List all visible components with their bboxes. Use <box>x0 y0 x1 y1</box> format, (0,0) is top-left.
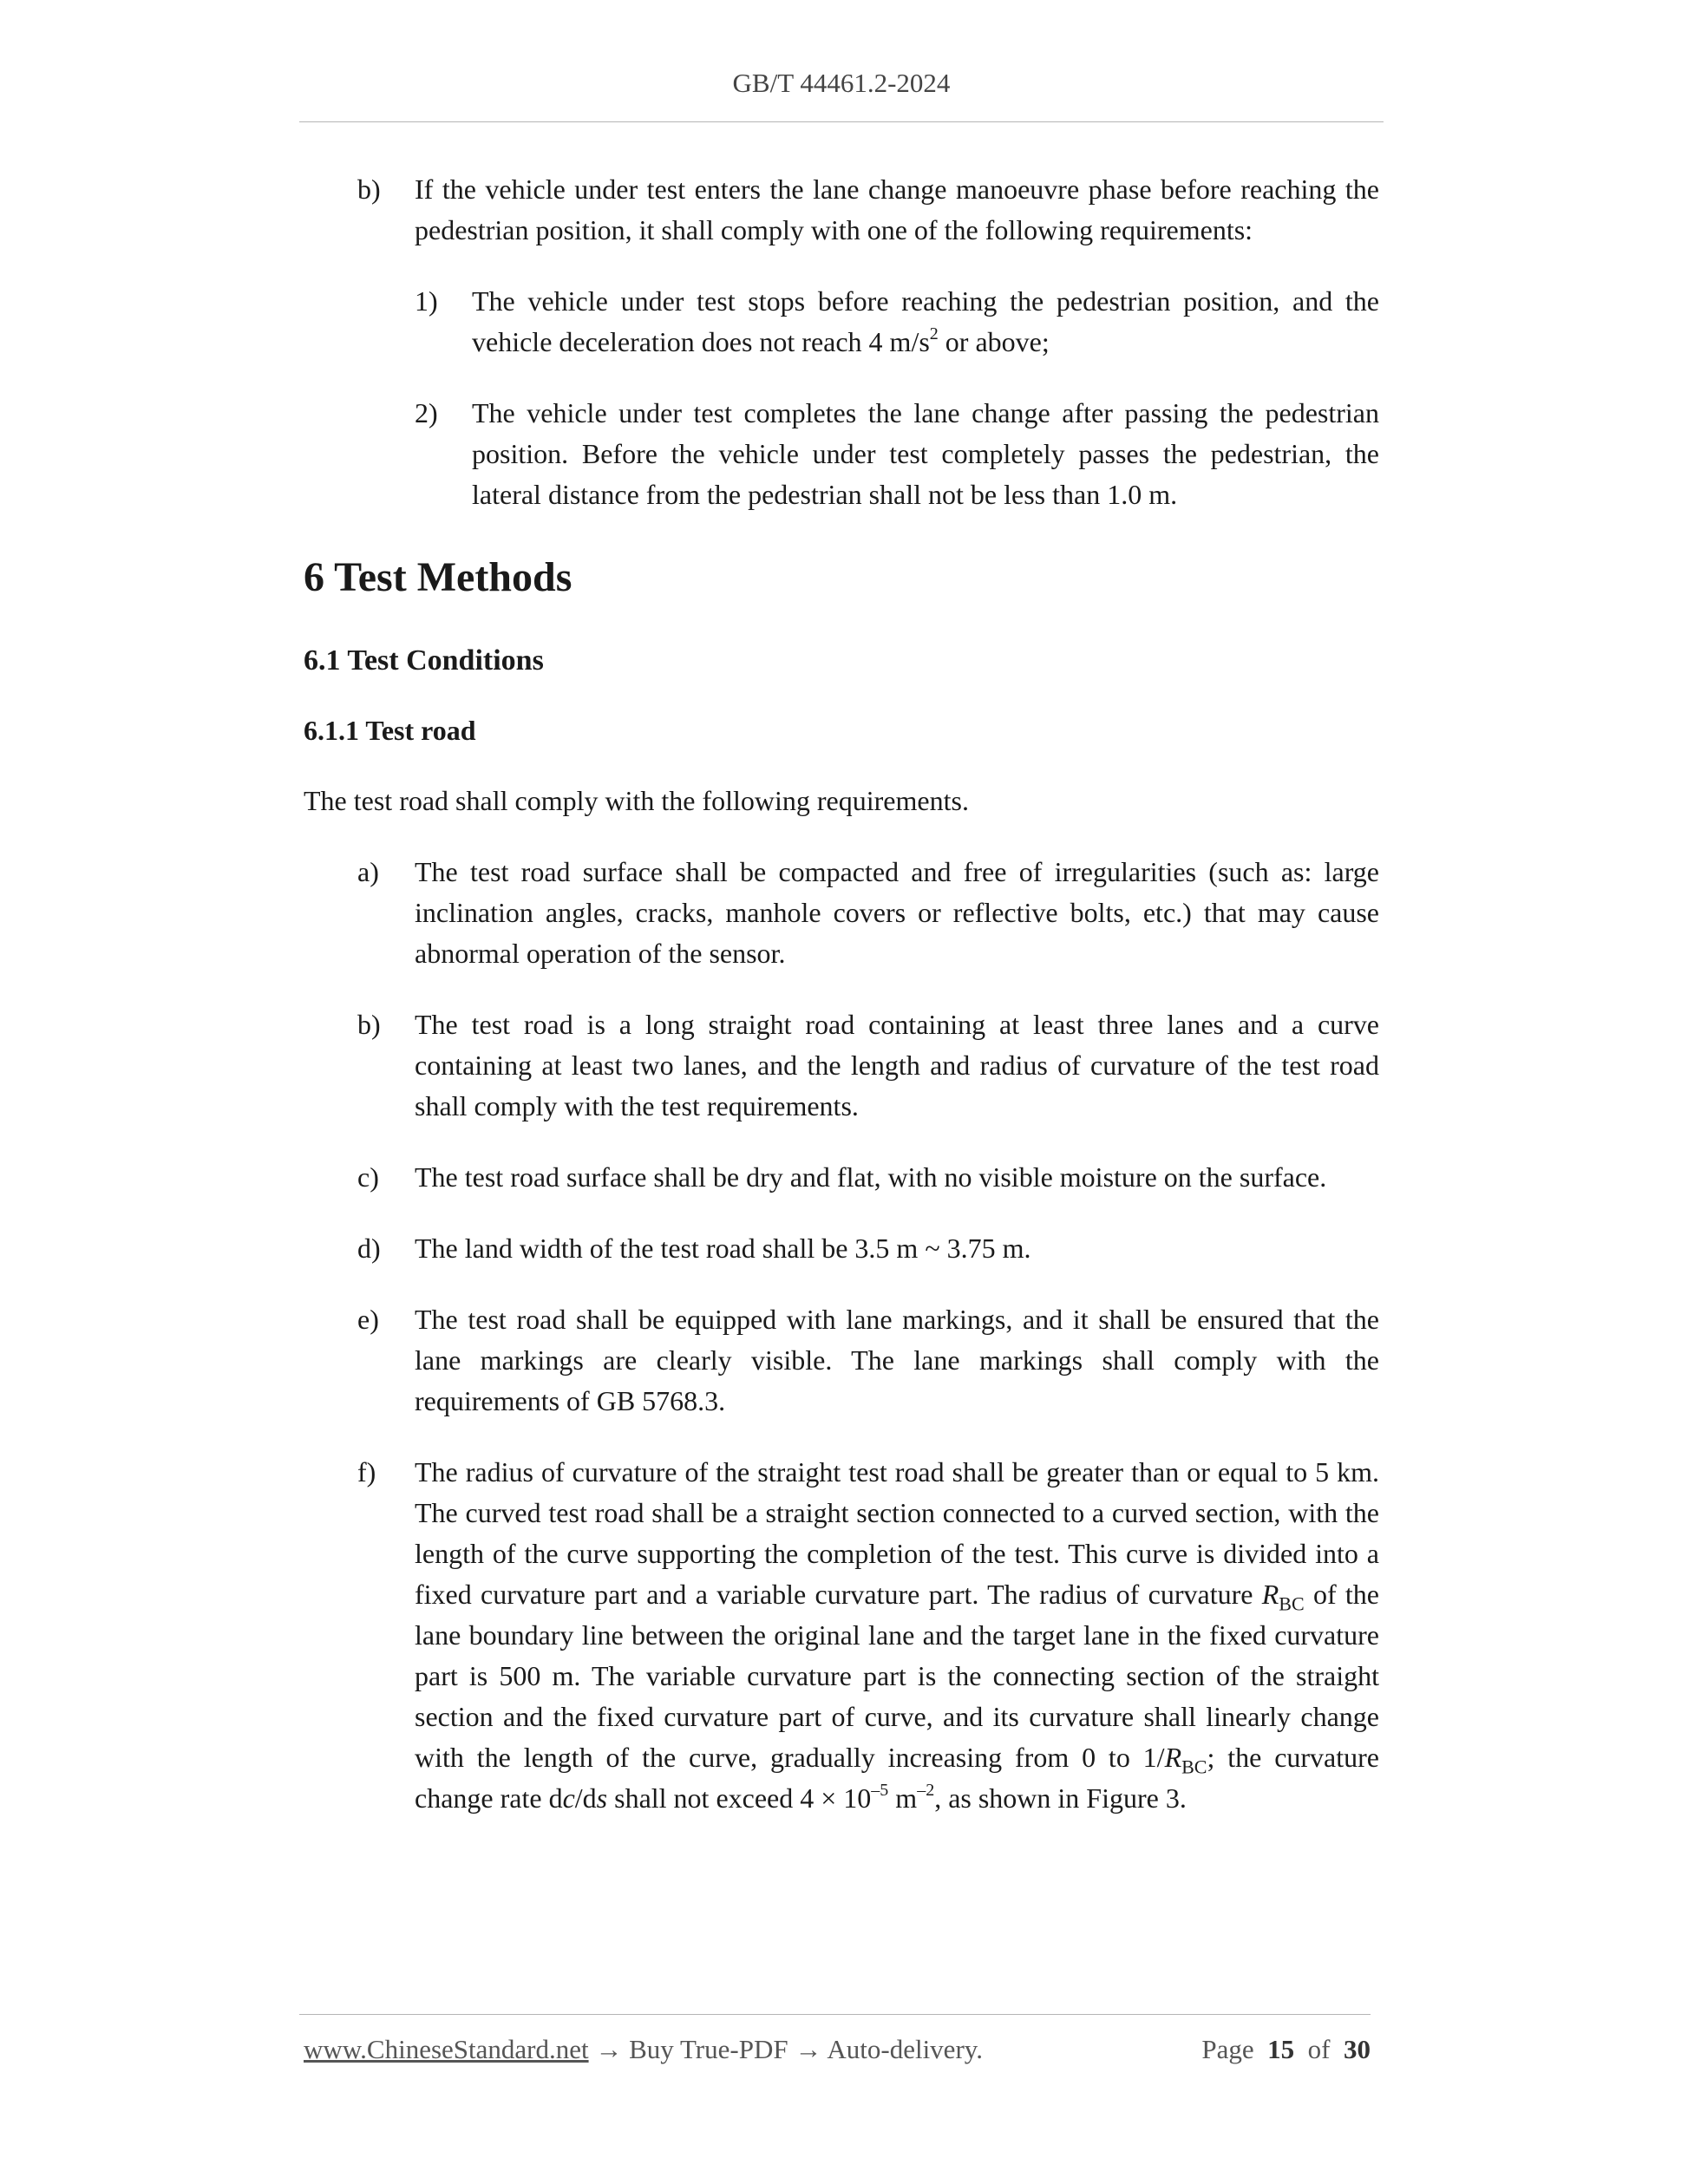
intro-paragraph: The test road shall comply with the following requirements. <box>304 785 969 816</box>
subscript: BC <box>1279 1592 1305 1615</box>
symbol-s: s <box>596 1782 608 1814</box>
total-pages: 30 <box>1344 2034 1371 2064</box>
list-label: a) <box>357 856 379 887</box>
text-part: m <box>888 1782 918 1814</box>
sub-text: The vehicle under test completes the lane change after passing the pedestrian position. Before the vehicle under test completely passes the pedestrian, the lateral distance from the pedestrian shall not be less than 1.0 m. <box>472 397 1379 510</box>
page-word: Page <box>1201 2034 1254 2064</box>
site-link[interactable]: www.ChineseStandard.net <box>304 2034 589 2064</box>
section-6-1-heading: 6.1 Test Conditions <box>304 644 544 677</box>
subscript: BC <box>1181 1756 1207 1778</box>
text-part: ; the curvature change rate d <box>415 1742 1380 1814</box>
list-item-c <box>304 1157 1379 1198</box>
sub-label: 2) <box>415 397 438 428</box>
sub-item-1 <box>304 281 1379 363</box>
list-item-a <box>304 852 1379 974</box>
sub-label: 1) <box>415 285 438 317</box>
page-number <box>1201 2034 1371 2065</box>
list-label: e) <box>357 1304 379 1335</box>
list-text: The land width of the test road shall be 3.5 m ~ 3.75 m. <box>415 1233 1031 1264</box>
list-label: b) <box>357 1009 381 1040</box>
text-part: /d <box>574 1782 597 1814</box>
superscript: –5 <box>871 1781 889 1801</box>
symbol-r: R <box>1164 1742 1182 1773</box>
list-item-d <box>304 1228 1379 1269</box>
list-label: c) <box>357 1161 379 1193</box>
doc-code-header: GB/T 44461.2-2024 <box>732 68 951 98</box>
list-label: b) <box>357 173 381 205</box>
list-item-e <box>304 1299 1379 1422</box>
page-body <box>304 169 1379 1849</box>
text-part: The radius of curvature of the straight test road shall be greater than or equal to 5 km. The curved test road shall be a straight section connected to a curved section, with the length of the curve supporting the completion of the test. This curve is divided into a fixed curvature part and a variable curvature part. The radius of curvature <box>415 1456 1379 1610</box>
sub-text-part: or above; <box>938 326 1050 357</box>
text-part: , as shown in Figure 3. <box>934 1782 1187 1814</box>
list-label: f) <box>357 1456 376 1488</box>
footer-divider <box>299 2014 1371 2015</box>
of-word: of <box>1307 2034 1331 2064</box>
list-text: The test road surface shall be compacted and free of irregularities (such as: large inclination angles, cracks, manhole covers or reflective bolts, etc.) that may cause abnormal operation of the sensor. <box>415 856 1379 969</box>
sub-item-2 <box>304 393 1379 515</box>
symbol-r: R <box>1261 1579 1279 1610</box>
text-part: of the lane boundary line between the original lane and the target lane in the fixed curvature part is 500 m. The variable curvature part is the connecting section of the straight section and the fixed curvature part of curve, and its curvature shall linearly change with the length of the curve, gradually increasing from 0 to 1/ <box>415 1579 1380 1773</box>
list-item-b <box>304 1004 1379 1127</box>
list-text: The test road surface shall be dry and flat, with no visible moisture on the surface. <box>415 1161 1327 1193</box>
section-6-1-1-heading: 6.1.1 Test road <box>304 715 476 746</box>
list-item-b-top <box>304 169 1379 251</box>
superscript: 2 <box>929 324 939 344</box>
symbol-c: c <box>562 1782 575 1814</box>
list-text <box>415 1452 1379 1819</box>
sub-text <box>472 281 1379 363</box>
text-part: shall not exceed 4 × 10 <box>607 1782 872 1814</box>
current-page: 15 <box>1267 2034 1295 2064</box>
list-text: The test road shall be equipped with lane markings, and it shall be ensured that the lane markings are clearly visible. The lane markings shall comply with the requirements of GB 5768.3. <box>415 1304 1379 1416</box>
list-text: The test road is a long straight road containing at least three lanes and a curve containing at least two lanes, and the length and radius of curvature of the test road shall comply with the test requirements. <box>415 1009 1379 1121</box>
superscript: –2 <box>917 1781 935 1801</box>
list-text: If the vehicle under test enters the lane change manoeuvre phase before reaching the pedestrian position, it shall comply with one of the following requirements: <box>415 173 1379 245</box>
list-label: d) <box>357 1233 381 1264</box>
footer-left <box>304 2034 983 2065</box>
header-divider <box>299 121 1384 122</box>
list-item-f <box>304 1452 1379 1819</box>
sub-text-part: The vehicle under test stops before reaching the pedestrian position, and the vehicle deceleration does not reach 4 m/s <box>472 285 1379 357</box>
promo-text: → Buy True-PDF → Auto-delivery. <box>588 2034 983 2064</box>
page-footer <box>304 2034 1371 2065</box>
section-6-heading: 6 Test Methods <box>304 554 572 600</box>
